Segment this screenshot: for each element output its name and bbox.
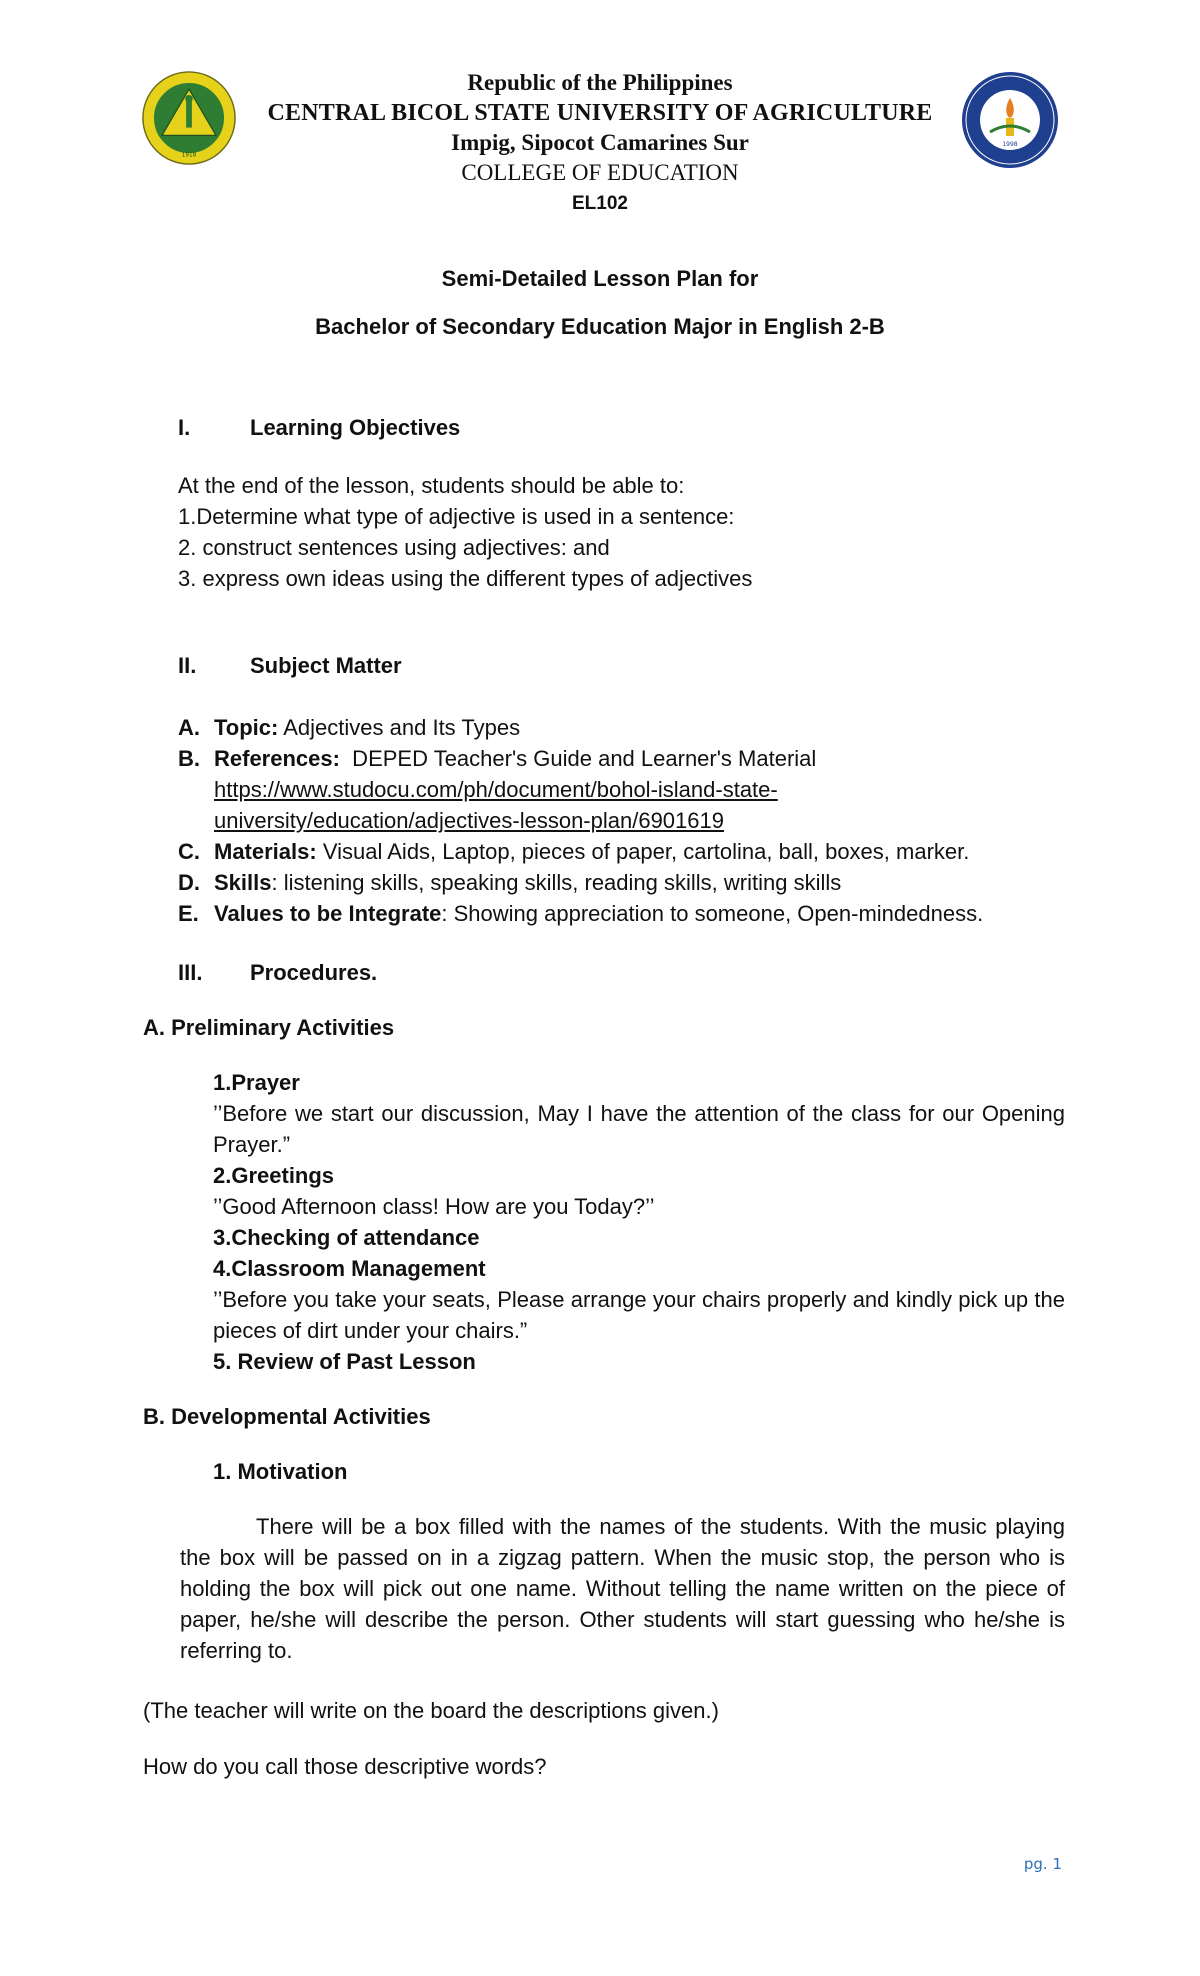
header-country: Republic of the Philippines [467,70,733,95]
references-row [178,743,1078,836]
greetings-title: 2.Greetings [213,1163,335,1188]
prayer-title: 1.Prayer [213,1070,300,1095]
management-title: 4.Classroom Management [213,1256,486,1281]
reference-link[interactable]: https://www.studocu.com/ph/document/bohol-island-state- [214,777,778,802]
materials-row [178,836,1078,867]
references-value: DEPED Teacher's Guide and Learner's Material [339,746,817,771]
lesson-plan-title: Semi-Detailed Lesson Plan for [441,266,759,291]
topic-row [178,712,1078,743]
motivation-question: How do you call those descriptive words? [143,1754,547,1779]
skills-label: Skills [214,870,272,895]
header-university: CENTRAL BICOL STATE UNIVERSITY OF AGRICULTURE [267,100,933,126]
list-letter: E. [178,901,199,926]
list-letter: D. [178,870,200,895]
section-heading: Learning Objectives [250,415,461,440]
objective-item: 3. express own ideas using the different types of adjectives [178,566,753,591]
motivation-title: 1. Motivation [213,1459,348,1484]
references-label: References: [214,746,340,771]
page-number: pg. 1 [1023,1855,1062,1873]
letterhead [0,68,1200,220]
section-heading: Procedures. [250,960,378,985]
section-numeral: III. [178,960,203,985]
materials-value: Visual Aids, Laptop, pieces of paper, cartolina, ball, boxes, marker. [316,839,970,864]
objective-item: 1.Determine what type of adjective is used in a sentence: [178,504,735,529]
preliminary-activities-list [213,1067,1065,1377]
svg-text:1998: 1998 [1002,141,1018,148]
header-college: COLLEGE OF EDUCATION [461,160,739,185]
section-numeral: I. [178,415,191,440]
management-text: ’’Before you take your seats, Please arrange your chairs properly and kindly pick up the pieces of dirt under your chairs.” [213,1287,1065,1343]
header-address: Impig, Sipocot Camarines Sur [451,130,749,155]
list-letter: C. [178,839,200,864]
greetings-text: ’’Good Afternoon class! How are you Today?’’ [213,1194,655,1219]
list-letter: B. [178,746,200,771]
values-row [178,898,1078,929]
preliminary-activities-heading: A. Preliminary Activities [143,1015,395,1040]
skills-value: : listening skills, speaking skills, reading skills, writing skills [271,870,842,895]
developmental-activities-heading: B. Developmental Activities [143,1404,431,1429]
prayer-text: ’’Before we start our discussion, May I have the attention of the class for our Opening Prayer.” [213,1101,1065,1157]
objectives-intro: At the end of the lesson, students should be able to: [178,473,685,498]
skills-row [178,867,1078,898]
objective-item: 2. construct sentences using adjectives: and [178,535,610,560]
values-value: : Showing appreciation to someone, Open-mindedness. [441,901,984,926]
header-course-code: EL102 [572,193,628,214]
subject-matter-list [178,712,1078,929]
section-subject-matter-heading [178,650,402,681]
review-title: 5. Review of Past Lesson [213,1349,476,1374]
values-label: Values to be Integrate [214,901,442,926]
section-numeral: II. [178,653,197,678]
section-learning-objectives-heading [178,412,460,443]
teacher-note: (The teacher will write on the board the descriptions given.) [143,1698,719,1723]
attendance-title: 3.Checking of attendance [213,1225,480,1250]
svg-text:1918: 1918 [181,152,197,159]
list-letter: A. [178,715,200,740]
section-heading: Subject Matter [250,653,402,678]
materials-label: Materials: [214,839,317,864]
topic-label: Topic: [214,715,279,740]
topic-value: Adjectives and Its Types [278,715,521,740]
motivation-paragraph: There will be a box filled with the names of the students. With the music playing the box will be passed on in a zigzag pattern. When the music stop, the person who is holding the box will pick out one name. Without telling the name written on the piece of paper, he/she will describe the person. Other students will start guessing who he/she is referring to. [180,1514,1065,1663]
lesson-plan-subtitle: Bachelor of Secondary Education Major in English 2-B [315,314,885,339]
section-procedures-heading [178,957,377,988]
reference-link[interactable]: university/education/adjectives-lesson-plan/6901619 [214,808,724,833]
learning-objectives-list [178,470,1058,594]
